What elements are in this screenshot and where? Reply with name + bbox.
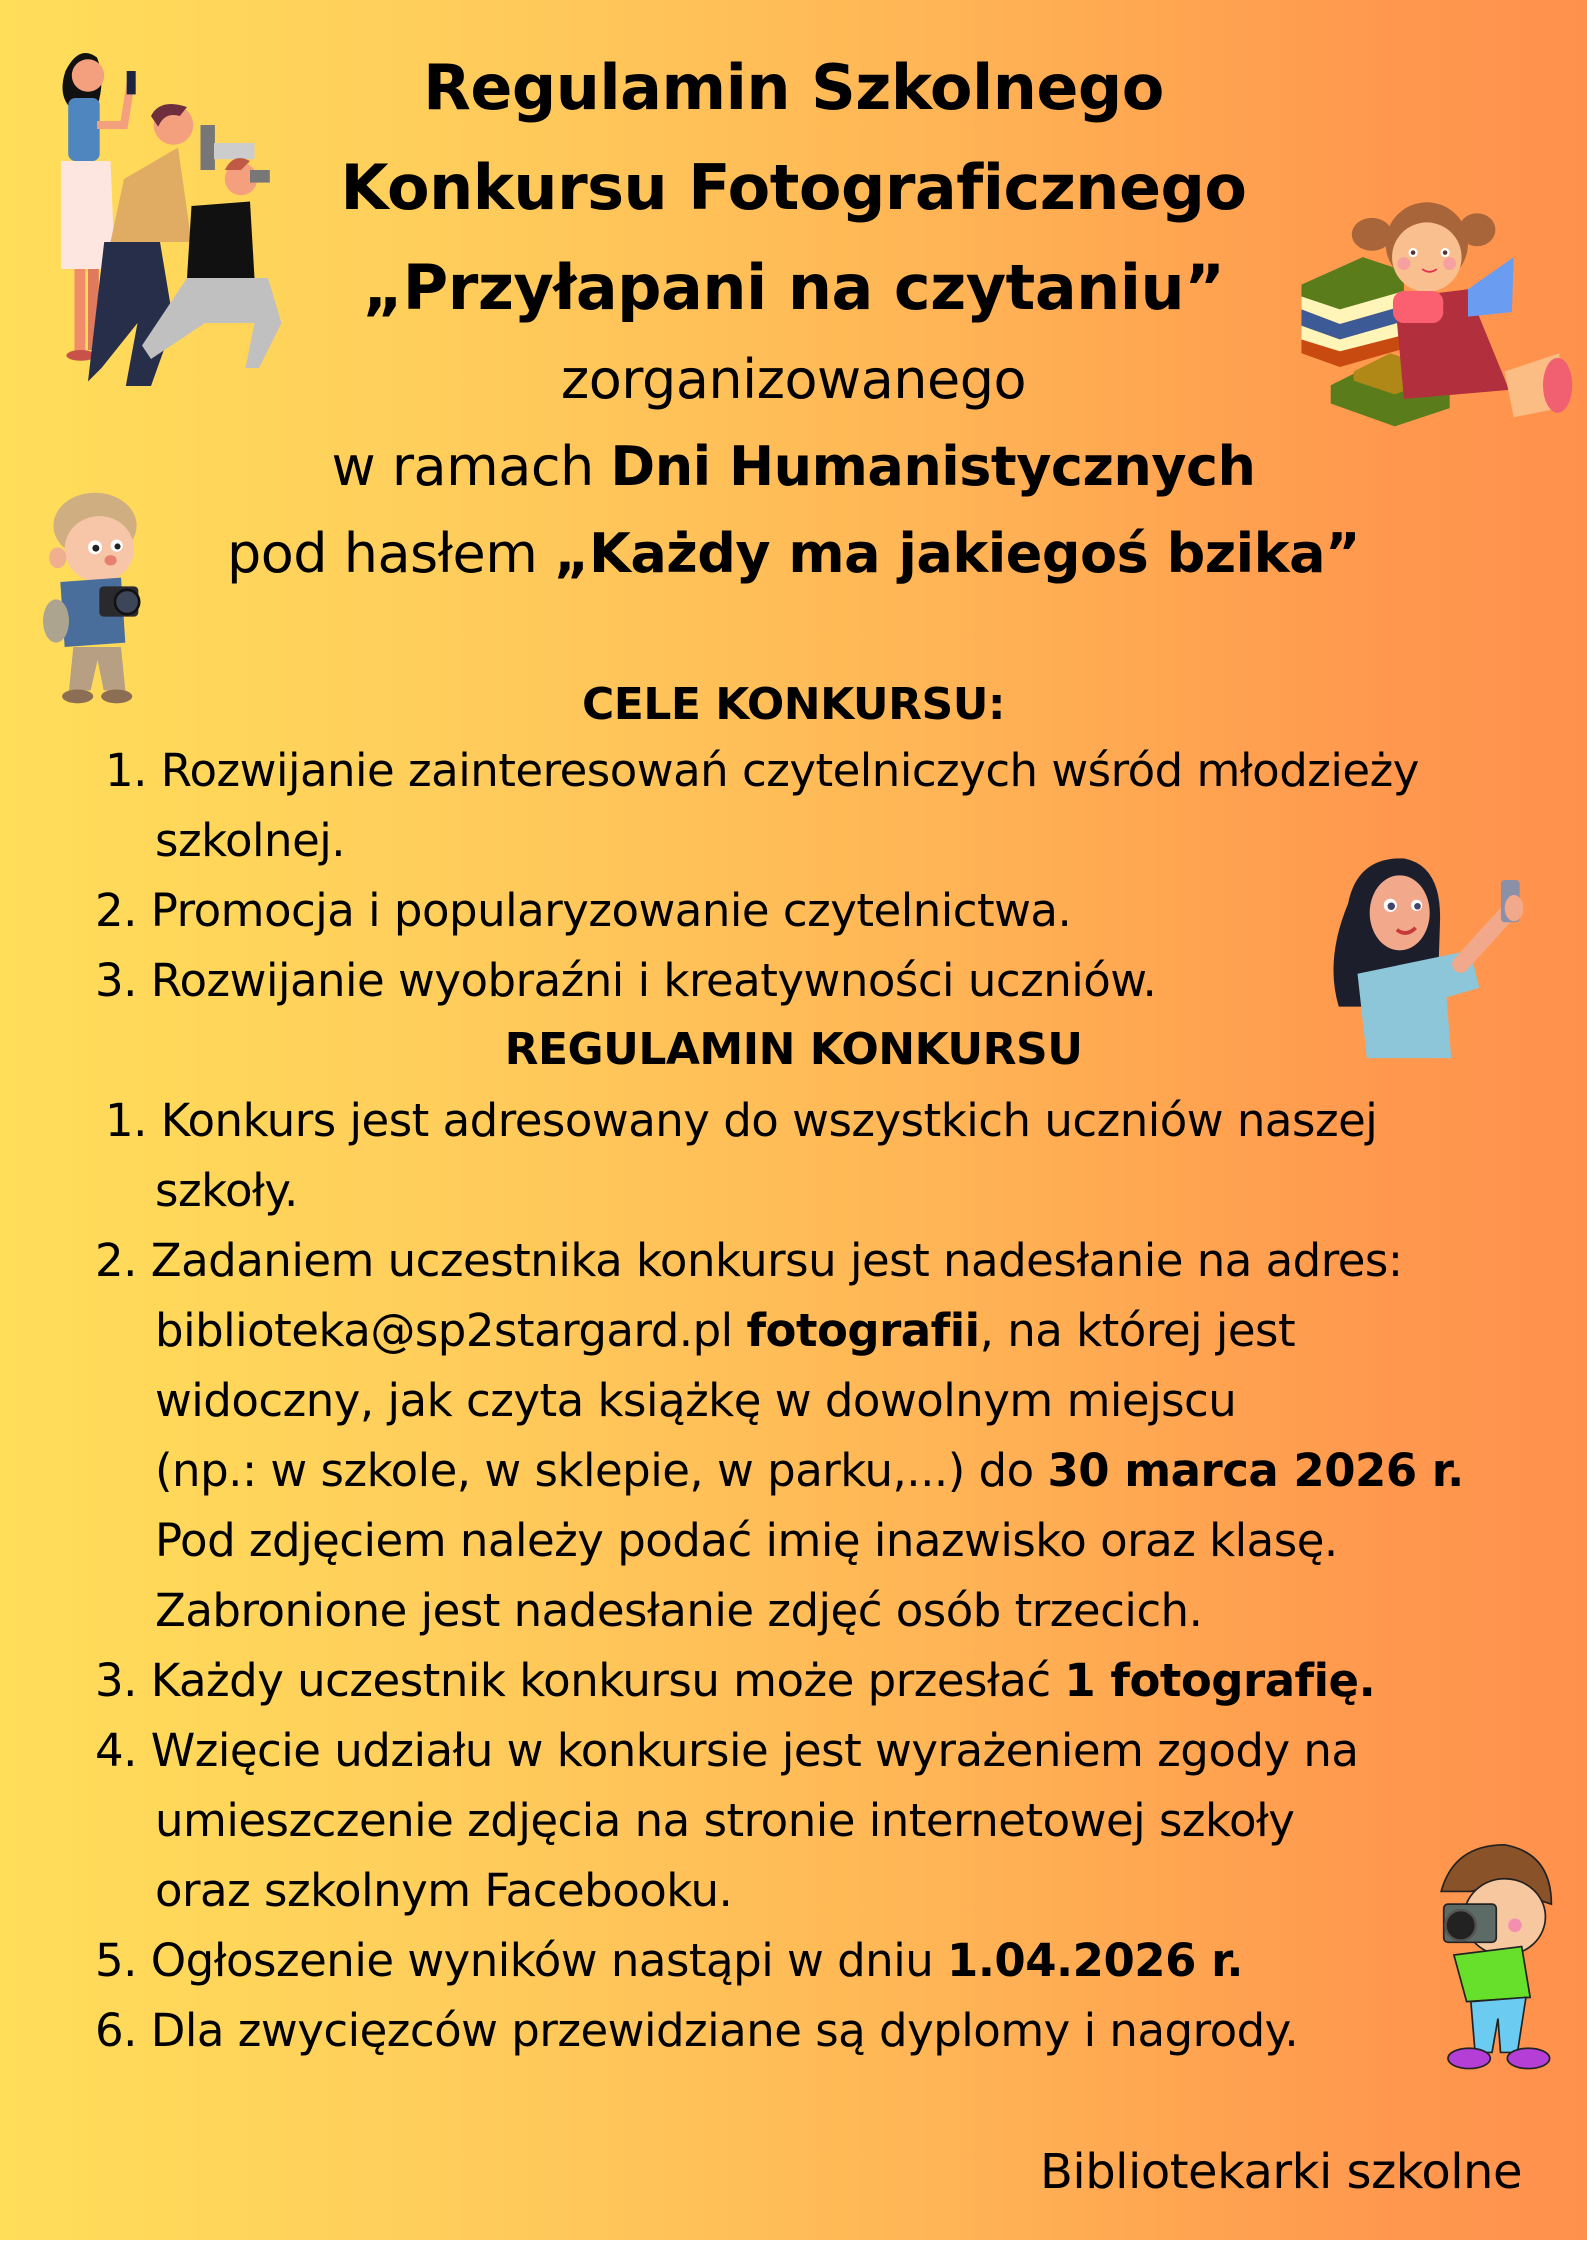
goal-number: 1. [105,744,147,797]
rule-text: (np.: w szkole, w sklepie, w parku,...) do [155,1444,1048,1497]
boy-photographer-cartoon-illustration [1420,1810,1570,2100]
goal-number: 2. [95,884,137,937]
subtitle-line-3-prefix: pod hasłem [226,522,555,585]
goal-item-2 [95,884,1072,937]
rule-item-3 [95,1654,1376,1707]
goal-number: 3. [95,954,137,1007]
rule-item-1 [105,1094,1378,1147]
rule-item-4 [95,1724,1359,1777]
goal-text: Promocja i popularyzowanie czytelnictwa. [150,884,1072,937]
rule-item-2 [95,1234,1403,1287]
rule-text: Dla zwycięzców przewidziane są dyplomy i nagrody. [150,2004,1299,2057]
bottom-border [0,2240,1587,2245]
rule-item-4-line-2: umieszczenie zdjęcia na stronie internetowej szkoły [155,1794,1295,1847]
subtitle-line-1: zorganizowanego [560,348,1027,411]
goal-item-1-cont: szkolnej. [155,814,346,867]
rule-number: 2. [95,1234,137,1287]
rule-item-4-line-3: oraz szkolnym Facebooku. [155,1864,733,1917]
rule-bold-word: fotografii [746,1304,980,1357]
subtitle-line-2-prefix: w ramach [331,435,611,498]
rule-text: Wzięcie udziału w konkursie jest wyrażeniem zgody na [150,1724,1359,1777]
goal-text: Rozwijanie zainteresowań czytelniczych wśród młodzieży [160,744,1419,797]
rule-item-2-line-5: Pod zdjęciem należy podać imię inazwisko oraz klasę. [155,1514,1338,1567]
rules-heading: REGULAMIN KONKURSU [504,1024,1083,1075]
rule-text: , na której jest [979,1304,1296,1357]
rule-number: 1. [105,1094,147,1147]
rule-text: Każdy uczestnik konkursu może przesłać [150,1654,1065,1707]
goal-item-3 [95,954,1157,1007]
submission-deadline: 30 marca 2026 r. [1047,1444,1464,1497]
rule-number: 5. [95,1934,137,1987]
rule-text: Zadaniem uczestnika konkursu jest nadesłanie na adres: [150,1234,1403,1287]
results-date: 1.04.2026 r. [947,1934,1243,1987]
boy-photographer-icon [1420,1810,1570,2100]
goal-text: Rozwijanie wyobraźni i kreatywności uczniów. [150,954,1157,1007]
subtitle-event-name: Dni Humanistycznych [610,435,1256,498]
rule-item-6 [95,2004,1299,2057]
title-line-3: „Przyłapani na czytaniu” [362,251,1225,324]
subtitle-slogan: „Każdy ma jakiegoś bzika” [554,522,1361,585]
rule-number: 3. [95,1654,137,1707]
rule-item-2-line-2 [155,1304,1296,1357]
rule-item-2-line-4 [155,1444,1464,1497]
rule-item-1-cont: szkoły. [155,1164,298,1217]
contact-email-link[interactable]: biblioteka@sp2stargard.pl [155,1304,733,1357]
rule-number: 6. [95,2004,137,2057]
rule-number: 4. [95,1724,137,1777]
subtitle-line-3 [0,522,1587,585]
photo-limit: 1 fotografię. [1064,1654,1376,1707]
rule-item-5 [95,1934,1243,1987]
goals-heading: CELE KONKURSU: [581,679,1006,730]
title-line-1: Regulamin Szkolnego [423,51,1164,124]
rule-text: Konkurs jest adresowany do wszystkich uczniów naszej [160,1094,1378,1147]
goal-item-1 [105,744,1419,797]
subtitle-line-2 [0,435,1587,498]
rule-item-2-line-3: widoczny, jak czyta książkę w dowolnym miejscu [155,1374,1237,1427]
rule-item-2-line-6: Zabronione jest nadesłanie zdjęć osób trzecich. [155,1584,1203,1637]
signature: Bibliotekarki szkolne [1039,2144,1522,2200]
title-line-2: Konkursu Fotograficznego [340,151,1247,224]
rule-text: Ogłoszenie wyników nastąpi w dniu [150,1934,948,1987]
